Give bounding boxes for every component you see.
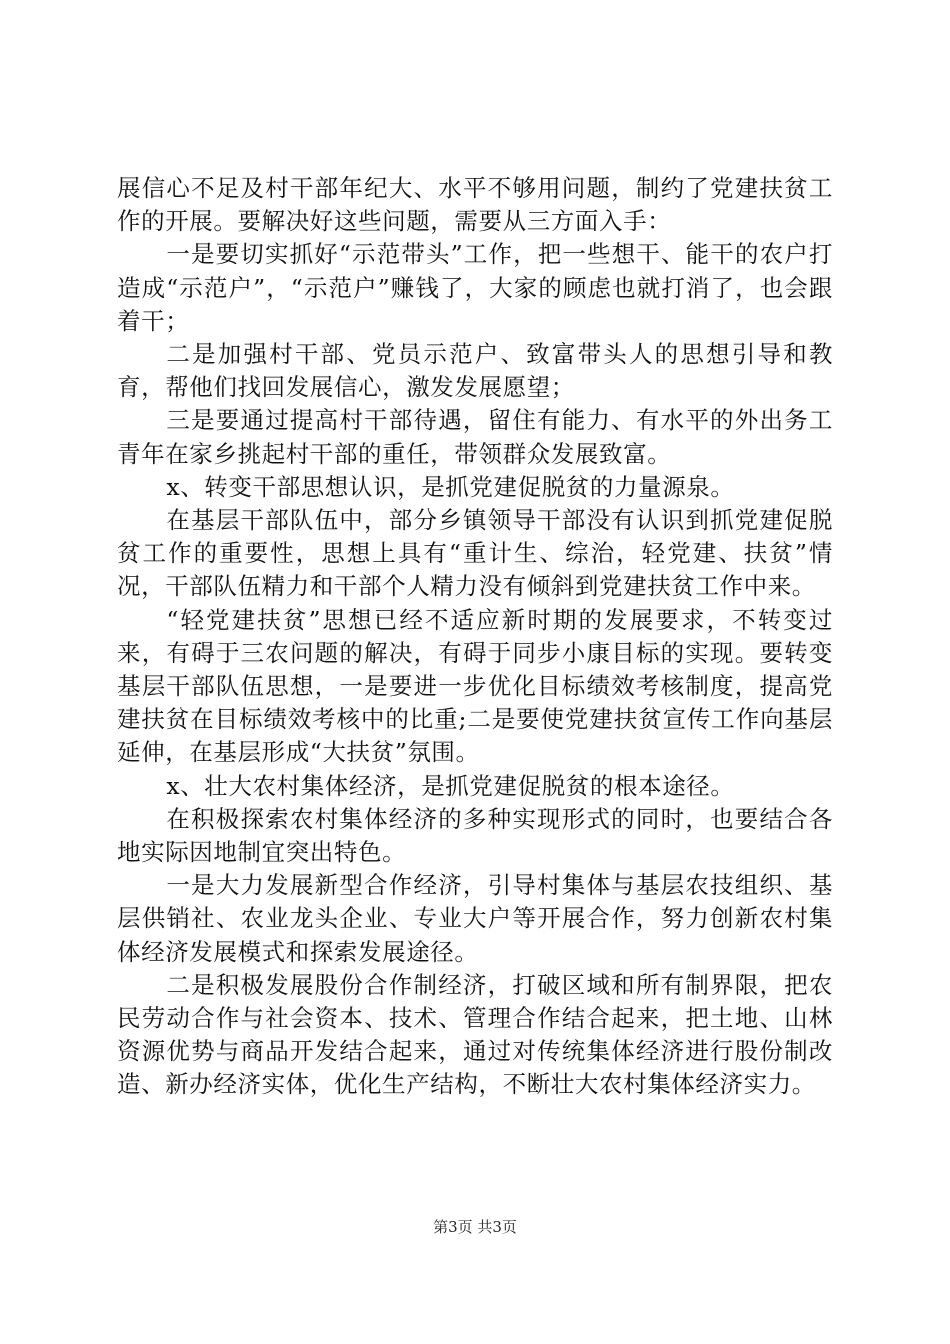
- page-number-label: 第3页 共3页: [433, 1218, 517, 1236]
- paragraph-8: 一是大力发展新型合作经济，引导村集体与基层农技组织、基层供销社、农业龙头企业、专业大户等开展合作，努力创新农村集体经济发展模式和探索发展途径。: [117, 871, 833, 966]
- paragraph-9: 二是积极发展股份合作制经济，打破区域和所有制界限，把农民劳动合作与社会资本、技术、管理合作结合起来，把土地、山林资源优势与商品开发结合起来，通过对传统集体经济进行股份制改造、新办经济实体，优化生产结构，不断壮大农村集体经济实力。: [117, 970, 833, 1099]
- document-body: [117, 172, 833, 1102]
- paragraph-1: 展信心不足及村干部年纪大、水平不够用问题，制约了党建扶贫工作的开展。要解决好这些问题，需要从三方面入手：: [117, 174, 833, 236]
- page-footer: [0, 1217, 950, 1237]
- section-heading-2: x、壮大农村集体经济，是抓党建促脱贫的根本途径。: [166, 771, 735, 800]
- paragraph-7: 在积极探索农村集体经济的多种实现形式的同时，也要结合各地实际因地制宜突出特色。: [117, 804, 833, 867]
- section-heading-1: x、转变干部思想认识，是抓党建促脱贫的力量源泉。: [166, 472, 735, 501]
- paragraph-5: 在基层干部队伍中，部分乡镇领导干部没有认识到抓党建促脱贫工作的重要性，思想上具有“重计生、综治，轻党建、扶贫”情况，干部队伍精力和干部个人精力没有倾斜到党建扶贫工作中来。: [117, 506, 833, 601]
- paragraph-6: “轻党建扶贫”思想已经不适应新时期的发展要求，不转变过来，有碍于三农问题的解决，有碍于同步小康目标的实现。要转变基层干部队伍思想，一是要进一步优化目标绩效考核制度，提高党建扶贫在目标绩效考核中的比重;二是要使党建扶贫宣传工作向基层延伸，在基层形成“大扶贫”氛围。: [117, 605, 833, 767]
- paragraph-3: 二是加强村干部、党员示范户、致富带头人的思想引导和教育，帮他们找回发展信心，激发发展愿望；: [117, 340, 833, 402]
- paragraph-4: 三是要通过提高村干部待遇，留住有能力、有水平的外出务工青年在家乡挑起村干部的重任，带领群众发展致富。: [117, 406, 833, 468]
- paragraph-2: 一是要切实抓好“示范带头”工作，把一些想干、能干的农户打造成“示范户”，“示范户”赚钱了，大家的顾虑也就打消了，也会跟着干；: [117, 240, 833, 335]
